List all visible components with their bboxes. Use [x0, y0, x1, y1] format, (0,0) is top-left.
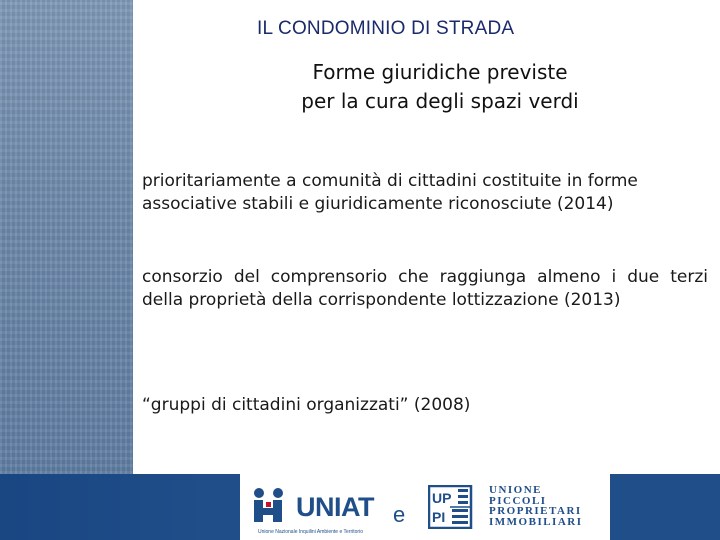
- uniat-tagline: Unione Nazionale Inquilini Ambiente e Territorio: [258, 529, 363, 535]
- svg-text:PI: PI: [432, 509, 446, 525]
- uppi-line-2: PICCOLI: [489, 494, 547, 507]
- decorative-sidebar: [0, 0, 133, 474]
- uppi-line-4: IMMOBILIARI: [489, 515, 583, 528]
- footer-accent: [0, 474, 210, 540]
- logo-conjunction: e: [393, 502, 406, 527]
- paragraph-2008: “gruppi di cittadini organizzati” (2008): [142, 395, 471, 415]
- uppi-logo: [428, 485, 488, 529]
- uniat-people-icon: [250, 486, 294, 526]
- uppi-line-3: PROPRIETARI: [489, 505, 582, 517]
- paragraph-2013: consorzio del comprensorio che raggiunga almeno i due terzi della proprietà della corrispondente lottizzazione (2013): [142, 267, 708, 310]
- uniat-logo: [250, 482, 390, 534]
- uppi-line-1: UNIONE: [489, 484, 543, 496]
- uniat-wordmark: UNIAT: [296, 492, 374, 522]
- slide-title: IL CONDOMINIO DI STRADA: [257, 18, 515, 39]
- slide-subtitle: [275, 58, 605, 116]
- paragraph-2014: prioritariamente a comunità di cittadini costituite in forme associative stabili e giuridicamente riconosciute (2014): [142, 171, 638, 214]
- uppi-full-name: [489, 485, 583, 527]
- uppi-emblem-icon: [428, 485, 488, 529]
- svg-text:UP: UP: [432, 490, 452, 506]
- subtitle-line-1: Forme giuridiche previste: [312, 60, 568, 84]
- subtitle-line-2: per la cura degli spazi verdi: [301, 89, 579, 113]
- footer-logos: [240, 474, 610, 540]
